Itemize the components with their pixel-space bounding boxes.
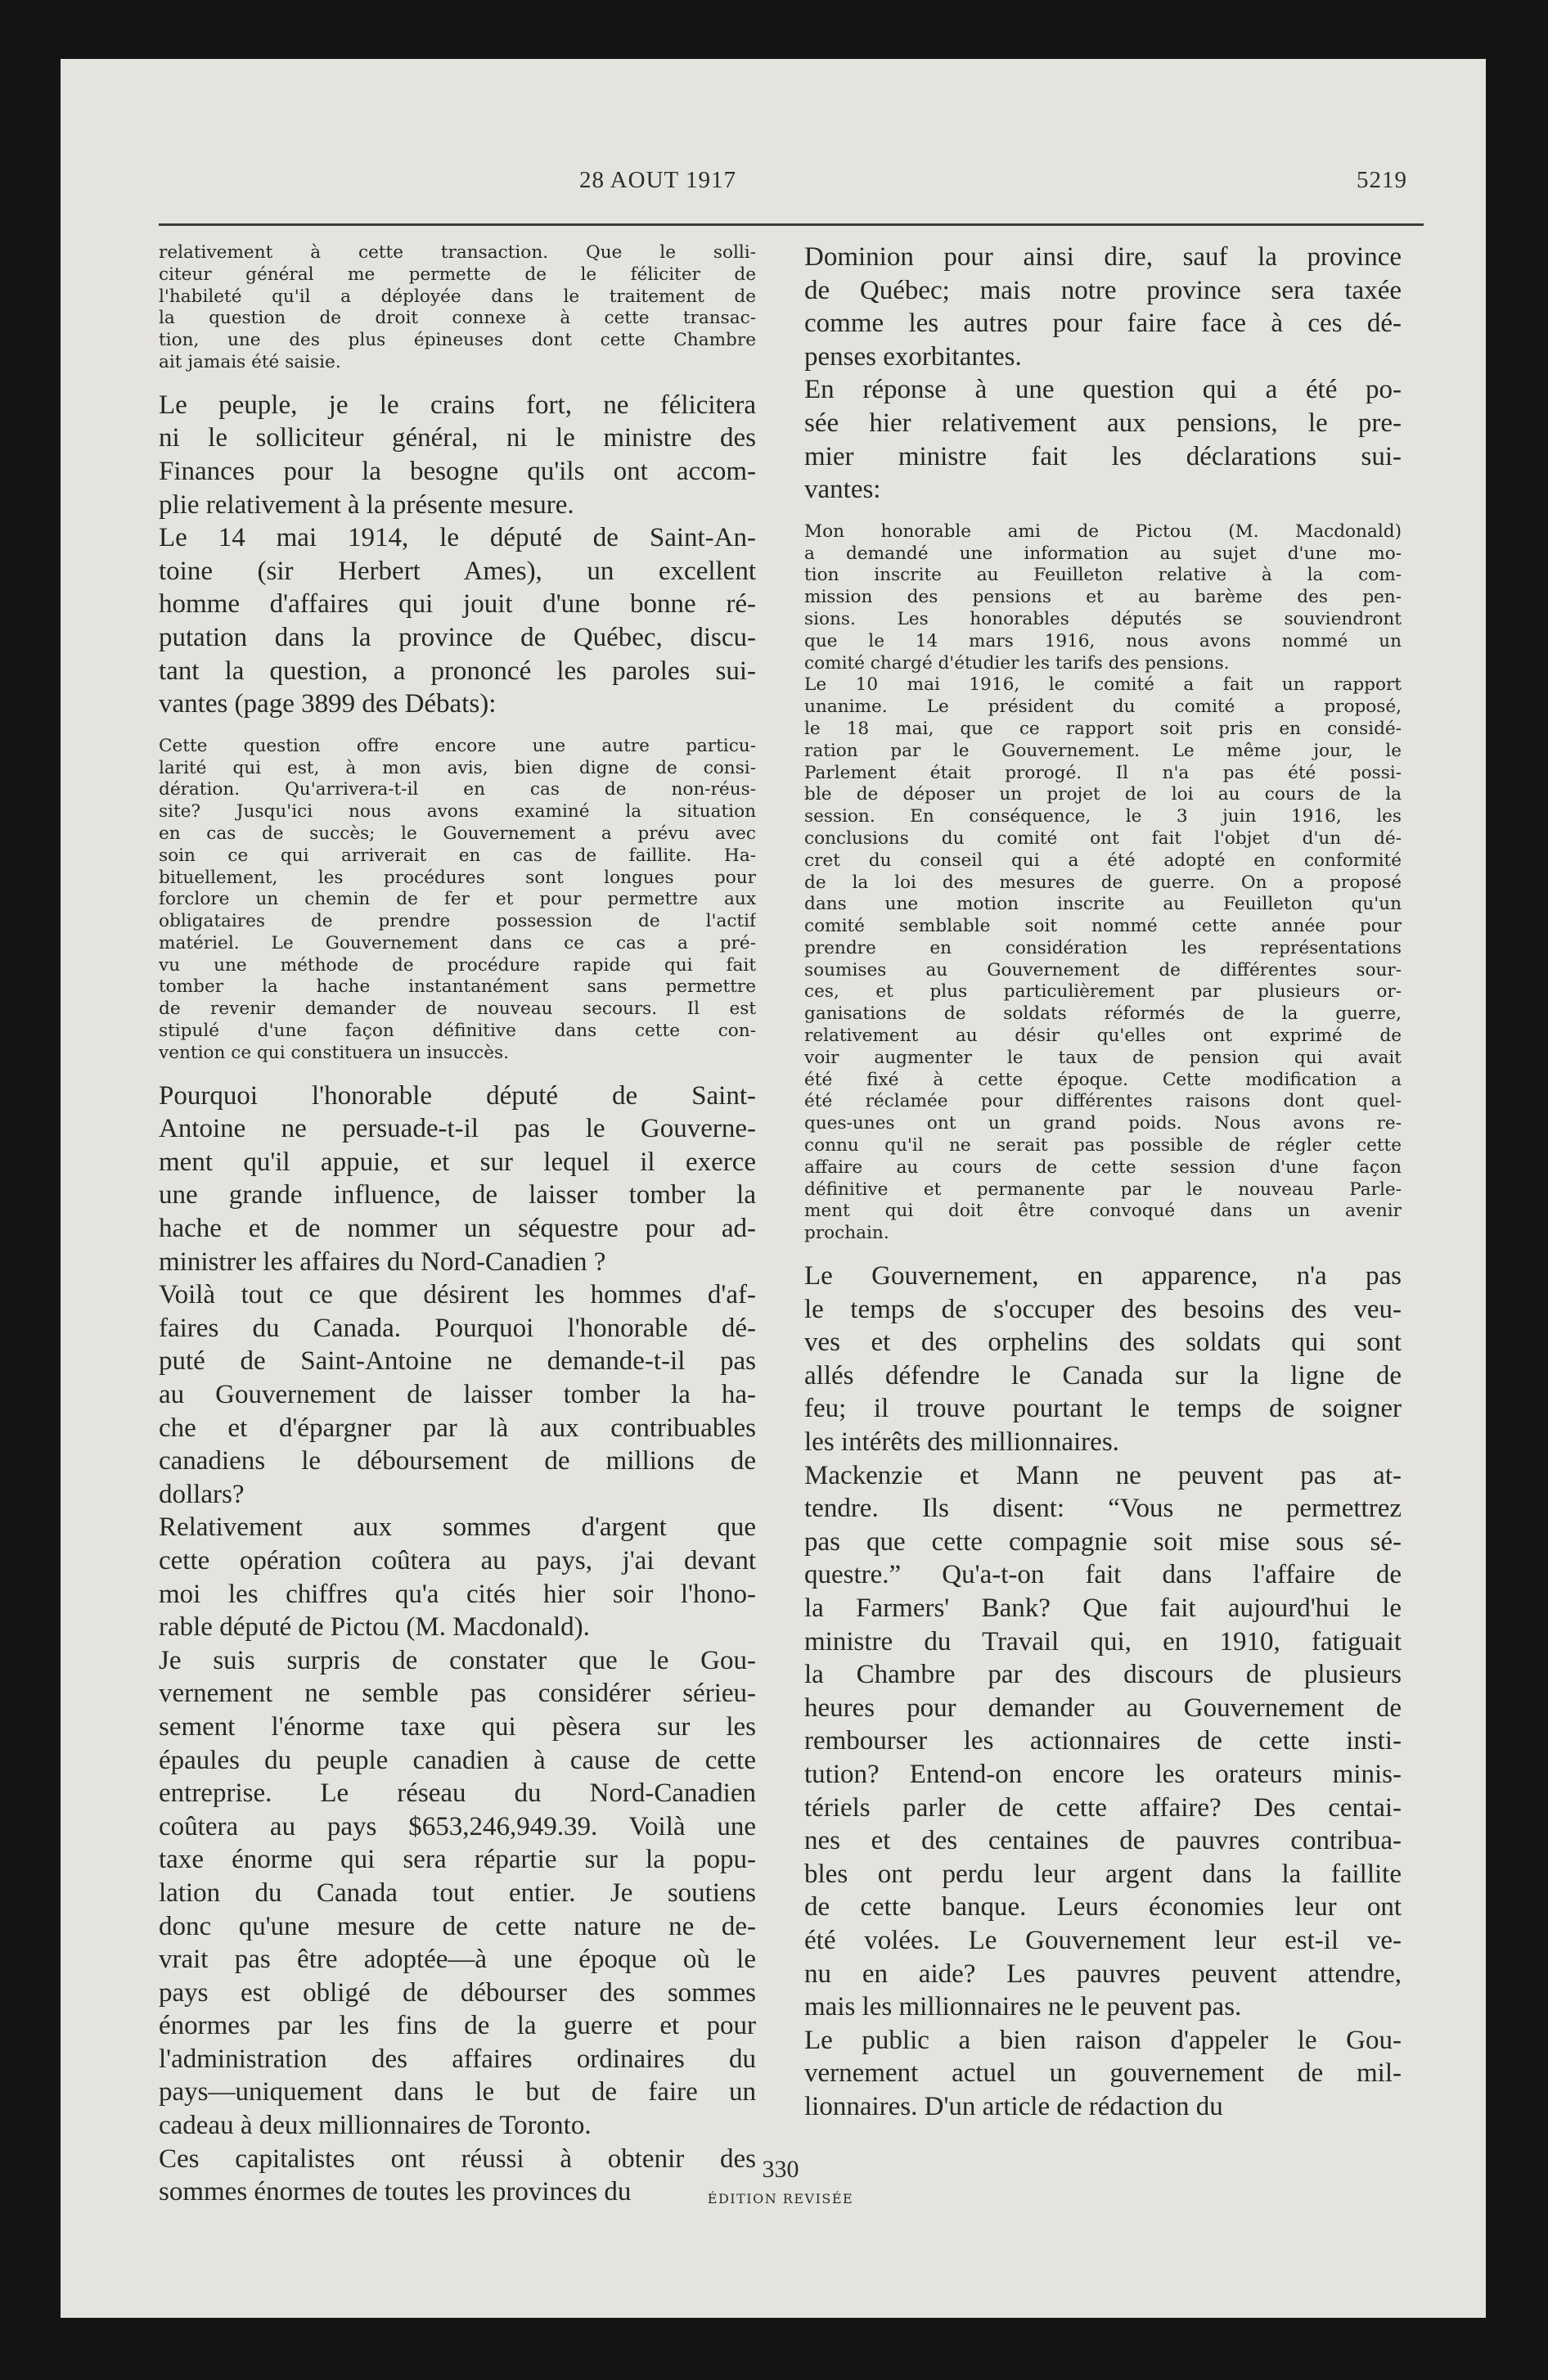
text-line: Pourquoi l'honorable député de Saint- <box>159 1080 756 1111</box>
text-line: Le Gouvernement, en apparence, n'a pas <box>804 1261 1402 1291</box>
text-line: mission des pensions et au barème des pen- <box>804 587 1402 608</box>
text-line: plie relativement à la présente mesure. <box>159 489 574 520</box>
text-line: hache et de nommer un séquestre pour ad- <box>159 1214 756 1244</box>
text-block <box>804 241 1402 507</box>
text-line: Je suis surpris de constater que le Gou- <box>159 1645 756 1675</box>
text-line: session. En conséquence, le 3 juin 1916, les <box>804 806 1402 827</box>
text-line: Voilà tout ce que désirent les hommes d'af- <box>159 1280 756 1310</box>
text-line: Ces capitalistes ont réussi à obtenir des <box>159 2143 756 2174</box>
text-line: sommes énormes de toutes les provinces du <box>159 2177 632 2207</box>
text-line: été volées. Le Gouvernement leur est-il ve- <box>804 1925 1402 1955</box>
text-line: le 18 mai, que ce rapport soit pris en considé- <box>804 718 1402 739</box>
left-column <box>159 242 756 2209</box>
text-line: le temps de s'occuper des besoins des veu- <box>804 1294 1402 1324</box>
text-line: la Farmers' Bank? Que fait aujourd'hui le <box>804 1593 1402 1623</box>
text-block <box>159 389 756 721</box>
text-line: larité qui est, à mon avis, bien digne de consi- <box>159 757 756 778</box>
text-line: site? Jusqu'ici nous avons examiné la situation <box>159 801 756 823</box>
text-line: En réponse à une question qui a été po- <box>804 375 1402 405</box>
text-line: de la loi des mesures de guerre. On a proposé <box>804 872 1402 893</box>
text-line: lionnaires. D'un article de rédaction du <box>804 2091 1223 2121</box>
text-line: que le 14 mars 1916, nous avons nommé un <box>804 630 1402 651</box>
text-line: ces, et plus particulièrement par plusieurs or- <box>804 981 1402 1003</box>
text-line: tion inscrite au Feuilleton relative à la com- <box>804 565 1402 586</box>
footer-edition: ÉDITION REVISÉE <box>707 2191 854 2206</box>
text-line: ble de déposer un projet de loi au cours de la <box>804 784 1402 805</box>
text-line: connu qu'il ne serait pas possible de régler cette <box>804 1135 1402 1156</box>
page <box>61 59 1486 2318</box>
text-line: feu; il trouve pourtant le temps de soigner <box>804 1394 1402 1424</box>
text-line: Cette question offre encore une autre particu- <box>159 735 756 756</box>
text-line: tant la question, a prononcé les paroles sui- <box>159 656 756 686</box>
footer-page-index: 330 <box>762 2156 799 2183</box>
text-line: ganisations de soldats réformés de la guerre, <box>804 1003 1402 1025</box>
text-line: puté de Saint-Antoine ne demande-t-il pas <box>159 1346 756 1377</box>
text-line: taxe énorme qui sera répartie sur la popu- <box>159 1845 756 1875</box>
text-line: forclore un chemin de fer et pour permettre aux <box>159 889 756 910</box>
text-line: pas que cette compagnie soit mise sous sé- <box>804 1526 1402 1557</box>
text-line: canadiens le déboursement de millions de <box>159 1446 756 1476</box>
quoted-block <box>804 521 1402 1245</box>
text-line: cette opération coûtera au pays, j'ai devant <box>159 1545 756 1575</box>
text-line: vantes (page 3899 des Débats): <box>159 689 497 719</box>
text-line: voir augmenter le taux de pension qui avait <box>804 1047 1402 1068</box>
text-line: vernement ne semble pas considérer sérieu- <box>159 1679 756 1709</box>
text-line: obligataires de prendre possession de l'actif <box>159 911 756 932</box>
text-line: conclusions du comité ont fait l'objet d'un dé- <box>804 827 1402 849</box>
text-line: prochain. <box>804 1223 889 1244</box>
text-line: tériels parler de cette affaire? Des centai- <box>804 1792 1402 1823</box>
text-line: au Gouvernement de laisser tomber la ha- <box>159 1380 756 1410</box>
text-line: cadeau à deux millionnaires de Toronto. <box>159 2111 592 2141</box>
text-line: ques-unes ont un grand poids. Nous avons re- <box>804 1113 1402 1134</box>
text-line: pays—uniquement dans le but de faire un <box>159 2077 756 2107</box>
text-line: prendre en considération les représentations <box>804 937 1402 958</box>
text-line: putation dans la province de Québec, discu- <box>159 622 756 652</box>
text-line: définitive et permanente par le nouveau Parle- <box>804 1179 1402 1200</box>
text-line: toine (sir Herbert Ames), un excellent <box>159 556 756 586</box>
text-line: de Québec; mais notre province sera taxée <box>804 275 1402 305</box>
text-line: soumises au Gouvernement de différentes sour- <box>804 959 1402 980</box>
text-line: heures pour demander au Gouvernement de <box>804 1693 1402 1723</box>
text-line: dollars? <box>159 1479 245 1509</box>
text-line: cret du conseil qui a été adopté en conformité <box>804 850 1402 871</box>
text-line: vantes: <box>804 475 881 505</box>
text-line: pays est obligé de débourser des sommes <box>159 1977 756 2008</box>
text-line: nes et des centaines de pauvres contribua- <box>804 1826 1402 1856</box>
text-line: rembourser les actionnaires de cette insti- <box>804 1726 1402 1756</box>
text-line: faires du Canada. Pourquoi l'honorable dé- <box>159 1313 756 1343</box>
text-line: été réclamée pour différentes raisons dont quel- <box>804 1091 1402 1112</box>
right-column <box>804 241 1402 2123</box>
text-line: rable député de Pictou (M. Macdonald). <box>159 1612 590 1643</box>
text-line: dans une motion inscrite au Feuilleton qu'un <box>804 894 1402 915</box>
text-line: une grande influence, de laisser tomber la <box>159 1180 756 1210</box>
text-line: tendre. Ils disent: “Vous ne permettrez <box>804 1494 1402 1524</box>
text-line: bles ont perdu leur argent dans la faillite <box>804 1859 1402 1889</box>
text-line: épaules du peuple canadien à cause de cette <box>159 1745 756 1775</box>
text-line: vrait pas être adoptée—à une époque où le <box>159 1945 756 1975</box>
text-line: tution? Entend-on encore les orateurs minis- <box>804 1759 1402 1789</box>
text-line: tion, une des plus épineuses dont cette Chambre <box>159 330 756 351</box>
header-page-number: 5219 <box>1357 167 1407 193</box>
text-line: nu en aide? Les pauvres peuvent attendre, <box>804 1959 1402 1989</box>
text-line: l'habileté qu'il a déployée dans le traitement de <box>159 286 756 307</box>
text-line: Finances pour la besogne qu'ils ont accom- <box>159 456 756 486</box>
text-line: Antoine ne persuade-t-il pas le Gouverne- <box>159 1114 756 1144</box>
text-line: ration par le Gouvernement. Le même jour, le <box>804 740 1402 761</box>
text-line: Mon honorable ami de Pictou (M. Macdonald) <box>804 521 1402 542</box>
text-line: moi les chiffres qu'a cités hier soir l'hono- <box>159 1579 756 1609</box>
text-line: Le 10 mai 1916, le comité a fait un rapport <box>804 674 1402 696</box>
text-line: tomber la hache instantanément sans permettre <box>159 976 756 998</box>
text-line: vernement actuel un gouvernement de mil- <box>804 2058 1402 2089</box>
text-line: énormes par les fins de la guerre et pour <box>159 2011 756 2041</box>
quoted-block <box>159 736 756 1065</box>
text-line: vu une méthode de procédure rapide qui fait <box>159 954 756 976</box>
text-line: stipulé d'une façon définitive dans cette con- <box>159 1021 756 1042</box>
text-line: ministre du Travail qui, en 1910, fatiguait <box>804 1626 1402 1657</box>
text-line: en cas de succès; le Gouvernement a prévu avec <box>159 823 756 844</box>
text-line: sée hier relativement aux pensions, le pre- <box>804 408 1402 438</box>
header-date: 28 AOUT 1917 <box>579 167 736 193</box>
text-line: les intérêts des millionnaires. <box>804 1427 1119 1458</box>
text-line: lation du Canada tout entier. Je soutiens <box>159 1877 756 1908</box>
text-line: unanime. Le président du comité a proposé, <box>804 696 1402 718</box>
text-line: che et d'épargner par là aux contribuables <box>159 1413 756 1443</box>
text-line: matériel. Le Gouvernement dans ce cas a pré- <box>159 932 756 953</box>
text-line: soin ce qui arriverait en cas de faillite. Ha- <box>159 845 756 866</box>
text-line: donc qu'une mesure de cette nature ne de- <box>159 1911 756 1941</box>
text-line: homme d'affaires qui jouit d'une bonne ré- <box>159 589 756 620</box>
text-line: comité semblable soit nommé cette année pour <box>804 916 1402 937</box>
text-line: mier ministre fait les déclarations sui- <box>804 441 1402 471</box>
text-line: Mackenzie et Mann ne peuvent pas at- <box>804 1460 1402 1490</box>
text-line: Le public a bien raison d'appeler le Gou- <box>804 2025 1402 2055</box>
text-line: ni le solliciteur général, ni le ministre des <box>159 423 756 453</box>
text-line: bituellement, les procédures sont longues pour <box>159 867 756 888</box>
text-line: comité chargé d'étudier les tarifs des pensions. <box>804 652 1230 674</box>
text-line: mais les millionnaires ne le peuvent pas. <box>804 1992 1242 2022</box>
text-line: ment qu'il appuie, et sur lequel il exerce <box>159 1147 756 1177</box>
text-line: ment qui doit être convoqué dans un avenir <box>804 1201 1402 1222</box>
text-line: de cette banque. Leurs économies leur ont <box>804 1892 1402 1922</box>
text-line: Parlement était prorogé. Il n'a pas été possi- <box>804 762 1402 783</box>
quoted-block <box>159 242 756 374</box>
text-line: penses exorbitantes. <box>804 341 1022 372</box>
text-line: Relativement aux sommes d'argent que <box>159 1512 756 1543</box>
text-line: questre.” Qu'a-t-on fait dans l'affaire de <box>804 1560 1402 1590</box>
text-line: la Chambre par des discours de plusieurs <box>804 1660 1402 1690</box>
text-line: Le 14 mai 1914, le député de Saint-An- <box>159 523 756 553</box>
text-line: coûtera au pays $653,246,949.39. Voilà une <box>159 1811 756 1841</box>
text-line: Dominion pour ainsi dire, sauf la province <box>804 242 1402 272</box>
text-line: vention ce qui constituera un insuccès. <box>159 1042 509 1063</box>
text-line: relativement au désir qu'elles ont exprimé de <box>804 1025 1402 1047</box>
header-rule <box>159 223 1424 226</box>
text-line: a demandé une information au sujet d'une mo- <box>804 543 1402 564</box>
text-line: de revenir demander de nouveau secours. Il est <box>159 998 756 1020</box>
text-line: sions. Les honorables députés se souviendront <box>804 608 1402 629</box>
text-block <box>159 1080 756 2209</box>
text-line: citeur général me permette de le féliciter de <box>159 264 756 285</box>
text-line: ait jamais été saisie. <box>159 351 341 372</box>
text-line: entreprise. Le réseau du Nord-Canadien <box>159 1778 756 1809</box>
text-line: dération. Qu'arrivera-t-il en cas de non-réus- <box>159 779 756 800</box>
text-line: Le peuple, je le crains fort, ne félicitera <box>159 390 756 420</box>
text-line: affaire au cours de cette session d'une façon <box>804 1156 1402 1178</box>
text-line: allés défendre le Canada sur la ligne de <box>804 1360 1402 1391</box>
text-line: ves et des orphelins des soldats qui sont <box>804 1327 1402 1358</box>
text-line: l'administration des affaires ordinaires du <box>159 2044 756 2074</box>
text-line: relativement à cette transaction. Que le solli- <box>159 242 756 263</box>
text-line: sement l'énorme taxe qui pèsera sur les <box>159 1711 756 1742</box>
text-line: comme les autres pour faire face à ces dé- <box>804 309 1402 339</box>
text-line: ministrer les affaires du Nord-Canadien ? <box>159 1246 606 1277</box>
text-block <box>804 1260 1402 2123</box>
text-line: été fixé à cette époque. Cette modification a <box>804 1069 1402 1090</box>
text-line: la question de droit connexe à cette transac- <box>159 308 756 329</box>
